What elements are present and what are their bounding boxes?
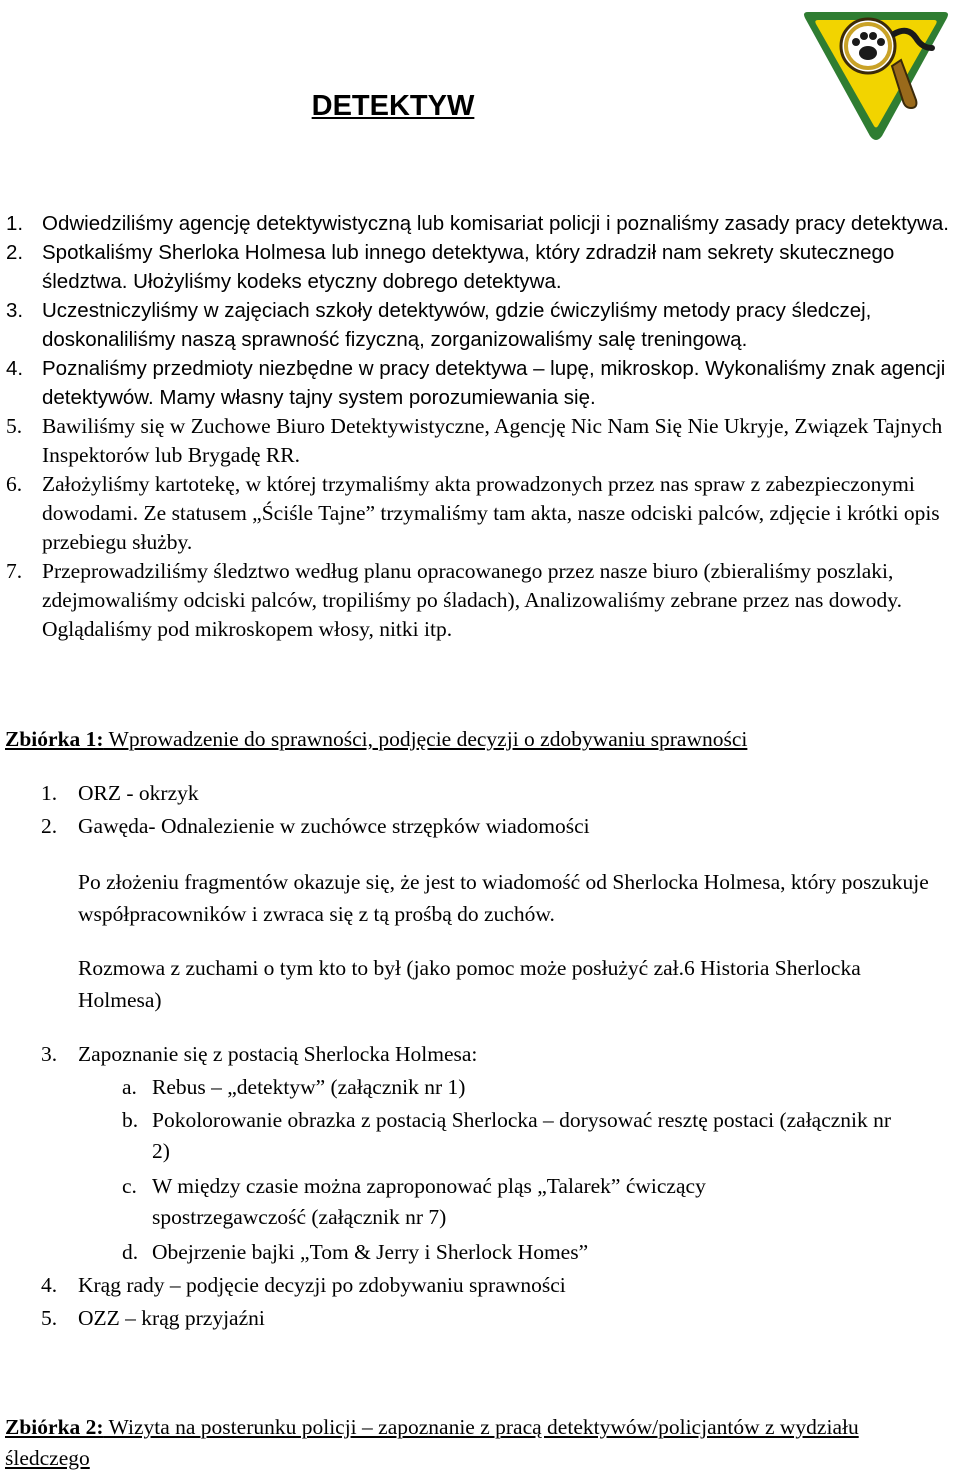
item-text: Pokolorowanie obrazka z postacią Sherlocka – dorysować resztę postaci (załącznik nr 2): [152, 1108, 892, 1163]
item-number: 3.: [41, 1042, 58, 1066]
sub-item: [122, 1237, 912, 1268]
item-text: Krąg rady – podjęcie decyzji po zdobywaniu sprawności: [78, 1273, 566, 1297]
item-letter: b.: [122, 1108, 139, 1132]
sub-item: [122, 1072, 912, 1103]
list-item: [0, 354, 955, 412]
section-text: Wizyta na posterunku policji – zapoznanie z pracą detektywów/policjantów z wydziału śledczego: [5, 1415, 859, 1470]
list-item: [0, 296, 955, 354]
item-text: Rebus – „detektyw” (załącznik nr 1): [152, 1075, 466, 1099]
item-number: 5.: [41, 1306, 58, 1330]
item-number: 1.: [6, 212, 24, 235]
item-number: 3.: [6, 299, 24, 322]
item-number: 1.: [41, 781, 58, 805]
list-item: [41, 778, 938, 809]
paragraph: Rozmowa z zuchami o tym kto to był (jako pomoc może posłużyć zał.6 Historia Sherlocka Holmesa): [78, 956, 861, 1012]
item-letter: d.: [122, 1240, 139, 1264]
item-text: Obejrzenie bajki „Tom & Jerry i Sherlock Homes”: [152, 1240, 589, 1264]
list-item: [41, 1270, 938, 1301]
list-item: [41, 1039, 938, 1070]
item-number: 5.: [6, 414, 23, 438]
item-text: Przeprowadziliśmy śledztwo według planu opracowanego przez nasze biuro (zbieraliśmy poszlaki, zdejmowaliśmy odciski palców, tropiliśmy po śladach), Analizowaliśmy zebrane przez nas dowody. Oglądaliśmy pod mikroskopem włosy, nitki itp.: [42, 559, 902, 641]
item-text: W między czasie można zaproponować pląs „Talarek” ćwiczący spostrzegawczość (załącznik nr 7): [152, 1174, 706, 1229]
item-number: 2.: [41, 814, 58, 838]
item-text: Założyliśmy kartotekę, w której trzymaliśmy akta prowadzonych przez nas spraw z zabezpieczonymi dowodami. Ze statusem „Ściśle Tajne” trzymaliśmy tam akta, nasze odciski palców, zdjęcie i krótki opis przebiegu służby.: [42, 472, 940, 554]
list-item: [0, 209, 955, 238]
magnifier-paw-icon: [798, 4, 954, 144]
list-item: [0, 470, 955, 557]
item-text: Gawęda- Odnalezienie w zuchówce strzępków wiadomości: [78, 814, 590, 838]
section-text: Wprowadzenie do sprawności, podjęcie decyzji o zdobywaniu sprawności: [103, 727, 748, 751]
section-label: Zbiórka 2:: [5, 1415, 104, 1439]
section-title-zbiorka-1: [5, 724, 955, 755]
item-letter: a.: [122, 1075, 137, 1099]
item-text: Poznaliśmy przedmioty niezbędne w pracy detektywa – lupę, mikroskop. Wykonaliśmy znak agencji detektywów. Mamy własny tajny system porozumiewania się.: [42, 357, 946, 409]
steps-list: [0, 209, 955, 644]
paragraph: Po złożeniu fragmentów okazuje się, że jest to wiadomość od Sherlocka Holmesa, który poszukuje współpracowników i zwraca się z tą prośbą do zuchów.: [78, 870, 929, 926]
item-number: 4.: [41, 1273, 58, 1297]
item-number: 6.: [6, 472, 23, 496]
item-text: Spotkaliśmy Sherloka Holmesa lub innego detektywa, który zdradził nam sekrety skutecznego śledztwa. Ułożyliśmy kodeks etyczny dobrego detektywa.: [42, 241, 895, 293]
list-item: [0, 412, 955, 470]
sub-item: [122, 1105, 912, 1167]
section-title-zbiorka-2: [5, 1412, 915, 1474]
list-item: [41, 811, 938, 842]
item-number: 4.: [6, 357, 24, 380]
item-number: 7.: [6, 559, 23, 583]
item-text: Uczestniczyliśmy w zajęciach szkoły detektywów, gdzie ćwiczyliśmy metody pracy śledczej, doskonaliliśmy naszą sprawność fizyczną, zorganizowaliśmy salę treningową.: [42, 299, 872, 351]
page-title: DETEKTYW: [311, 90, 475, 122]
item-text: Zapoznanie się z postacią Sherlocka Holmesa:: [78, 1042, 478, 1066]
list-item: [41, 1303, 938, 1334]
sub-item: [122, 1171, 852, 1233]
list-item: [0, 238, 955, 296]
item-letter: c.: [122, 1174, 137, 1198]
item-text: Odwiedziliśmy agencję detektywistyczną lub komisariat policji i poznaliśmy zasady pracy detektywa.: [42, 212, 949, 235]
list-item: [0, 557, 955, 644]
item-text: OZZ – krąg przyjaźni: [78, 1306, 265, 1330]
section-label: Zbiórka 1:: [5, 727, 104, 751]
item-text: Bawiliśmy się w Zuchowe Biuro Detektywistyczne, Agencję Nic Nam Się Nie Ukryje, Związek Tajnych Inspektorów lub Brygadę RR.: [42, 414, 943, 467]
item-number: 2.: [6, 241, 24, 264]
item-text: ORZ - okrzyk: [78, 781, 199, 805]
